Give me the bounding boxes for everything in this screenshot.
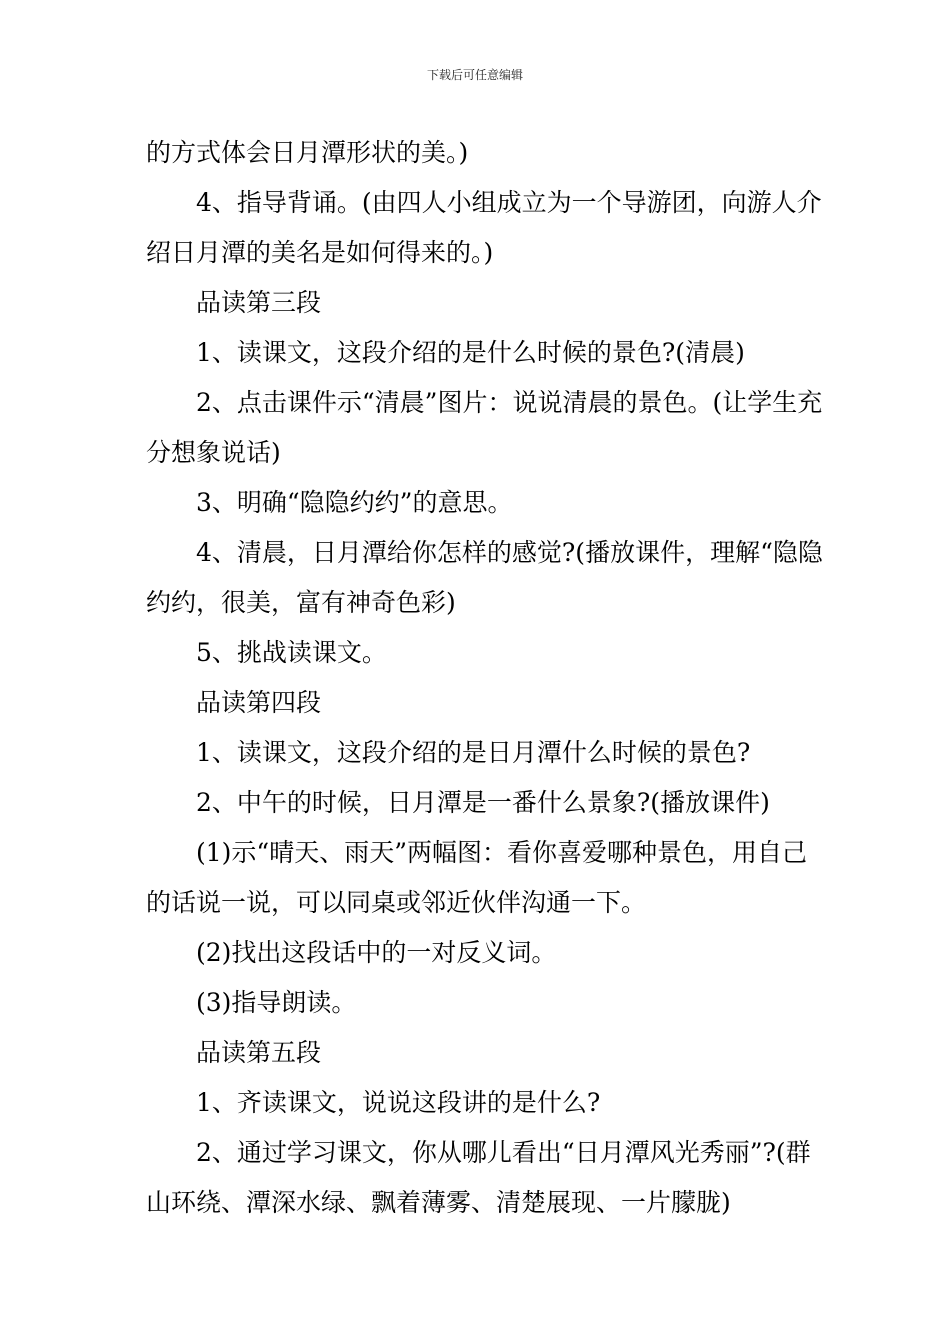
paragraph: 2、中午的时候，日月潭是一番什么景象?(播放课件) [196,788,770,817]
paragraph: 4、指导背诵。(由四人小组成立为一个导游团，向游人介绍日月潭的美名是如何得来的。) [146,188,822,267]
section-heading: 品读第三段 [196,288,322,317]
paragraph: 2、点击课件示“清晨”图片：说说清晨的景色。(让学生充分想象说话) [146,388,823,467]
paragraph: 5、挑战读课文。 [196,638,387,667]
paragraph: 的方式体会日月潭形状的美。) [146,138,469,167]
paragraph: 3、明确“隐隐约约”的意思。 [196,488,513,517]
paragraph: 1、读课文，这段介绍的是什么时候的景色?(清晨) [196,338,745,367]
paragraph: (3)指导朗读。 [196,988,357,1017]
section-heading: 品读第五段 [196,1038,322,1067]
paragraph: 2、通过学习课文，你从哪儿看出“日月潭风光秀丽”?(群山环绕、潭深水绿、飘着薄雾、清楚展现、一片朦胧) [146,1138,811,1217]
document-body [146,128,826,1228]
page-header: 下载后可任意编辑 [426,68,523,82]
paragraph: (1)示“晴天、雨天”两幅图：看你喜爱哪种景色，用自己的话说一说，可以同桌或邻近伙伴沟通一下。 [146,838,807,917]
paragraph: 1、读课文，这段介绍的是日月潭什么时候的景色? [196,738,751,767]
paragraph: 4、清晨，日月潭给你怎样的感觉?(播放课件，理解“隐隐约约，很美，富有神奇色彩) [146,538,823,617]
paragraph: (2)找出这段话中的一对反义词。 [196,938,557,967]
section-heading: 品读第四段 [196,688,322,717]
paragraph: 1、齐读课文，说说这段讲的是什么? [196,1088,601,1117]
